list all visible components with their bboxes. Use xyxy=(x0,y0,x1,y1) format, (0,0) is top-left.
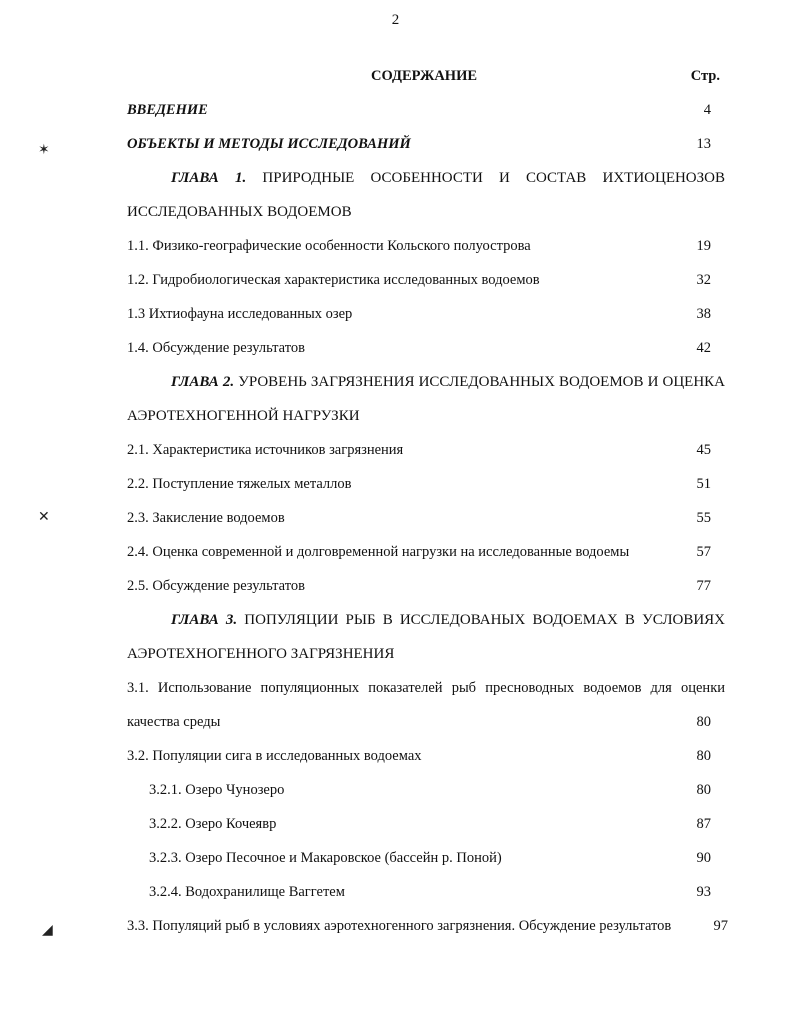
toc-subentry: 3.2.4. Водохранилище Ваггетем 93 xyxy=(149,884,711,900)
toc-entry-title-line: 3.1. Использование популяционных показателей рыб пресноводных водоемов для оценки xyxy=(127,680,725,696)
toc-subentry: 3.2.2. Озеро Кочеявр 87 xyxy=(149,816,711,832)
toc-entry: 2.5. Обсуждение результатов 77 xyxy=(127,578,711,594)
page-column-label: Стр. xyxy=(690,68,720,84)
toc-entry: 2.4. Оценка современной и долговременной нагрузки на исследованные водоемы 57 xyxy=(127,544,711,560)
toc-entry-page: 80 xyxy=(696,714,711,730)
chapter-heading-1 xyxy=(127,167,725,223)
toc-entry: 2.1. Характеристика источников загрязнения 45 xyxy=(127,442,711,458)
toc-subentry: 3.2.1. Озеро Чунозеро 80 xyxy=(149,782,711,798)
toc-entry-title: ВВЕДЕНИЕ xyxy=(127,102,208,118)
page-number: 2 xyxy=(391,12,400,28)
toc-entry-title-line: качества среды xyxy=(127,714,221,730)
chapter-label: ГЛАВА 2. xyxy=(171,374,235,390)
toc-entry-page: 13 xyxy=(696,136,711,152)
toc-entry-3-1 xyxy=(127,677,725,699)
margin-mark-icon: ◢ xyxy=(42,923,53,938)
chapter-heading-3 xyxy=(127,609,725,665)
chapter-title-line: ПРИРОДНЫЕ ОСОБЕННОСТИ И СОСТАВ ИХТИОЦЕНОЗОВ xyxy=(262,170,725,186)
chapter-title-line: ИССЛЕДОВАННЫХ ВОДОЕМОВ xyxy=(127,204,352,220)
toc-entry-3-1-cont xyxy=(127,711,714,733)
chapter-title-line: АЭРОТЕХНОГЕННОЙ НАГРУЗКИ xyxy=(127,408,360,424)
toc-entry-intro xyxy=(127,99,714,121)
chapter-label: ГЛАВА 3. xyxy=(171,612,238,628)
toc-entry: 2.3. Закисление водоемов 55 xyxy=(127,510,711,526)
chapter-label: ГЛАВА 1. xyxy=(171,170,247,186)
margin-mark-icon: ✶ xyxy=(38,143,50,158)
toc-entry-objects xyxy=(127,133,714,155)
toc-entry: 1.4. Обсуждение результатов 42 xyxy=(127,340,711,356)
toc-header xyxy=(0,68,791,88)
toc-entry: 3.2. Популяции сига в исследованных водоемах 80 xyxy=(127,748,711,764)
chapter-title-line: УРОВЕНЬ ЗАГРЯЗНЕНИЯ ИССЛЕДОВАННЫХ ВОДОЕМОВ И ОЦЕНКА xyxy=(238,374,726,390)
toc-entry: 2.2. Поступление тяжелых металлов 51 xyxy=(127,476,711,492)
chapter-title-line: АЭРОТЕХНОГЕННОГО ЗАГРЯЗНЕНИЯ xyxy=(127,646,395,662)
toc-subentry: 3.2.3. Озеро Песочное и Макаровское (бассейн р. Поной) 90 xyxy=(149,850,711,866)
toc-entry: 1.2. Гидробиологическая характеристика исследованных водоемов 32 xyxy=(127,272,711,288)
toc-title: СОДЕРЖАНИЕ xyxy=(370,68,478,84)
chapter-title-line: ПОПУЛЯЦИИ РЫБ В ИССЛЕДОВАНЫХ ВОДОЕМАХ В УСЛОВИЯХ xyxy=(244,612,726,628)
chapter-heading-2 xyxy=(127,371,725,427)
toc-entry-page: 4 xyxy=(703,102,711,118)
toc-entry: 1.3 Ихтиофауна исследованных озер 38 xyxy=(127,306,711,322)
margin-mark-icon: ✕ xyxy=(38,510,50,525)
toc-entry: 1.1. Физико-географические особенности Кольского полуострова 19 xyxy=(127,238,711,254)
toc-entry: 3.3. Популяций рыб в условиях аэротехногенного загрязнения. Обсуждение результатов 97 xyxy=(127,918,728,934)
toc-entry-title: ОБЪЕКТЫ И МЕТОДЫ ИССЛЕДОВАНИЙ xyxy=(127,136,411,152)
